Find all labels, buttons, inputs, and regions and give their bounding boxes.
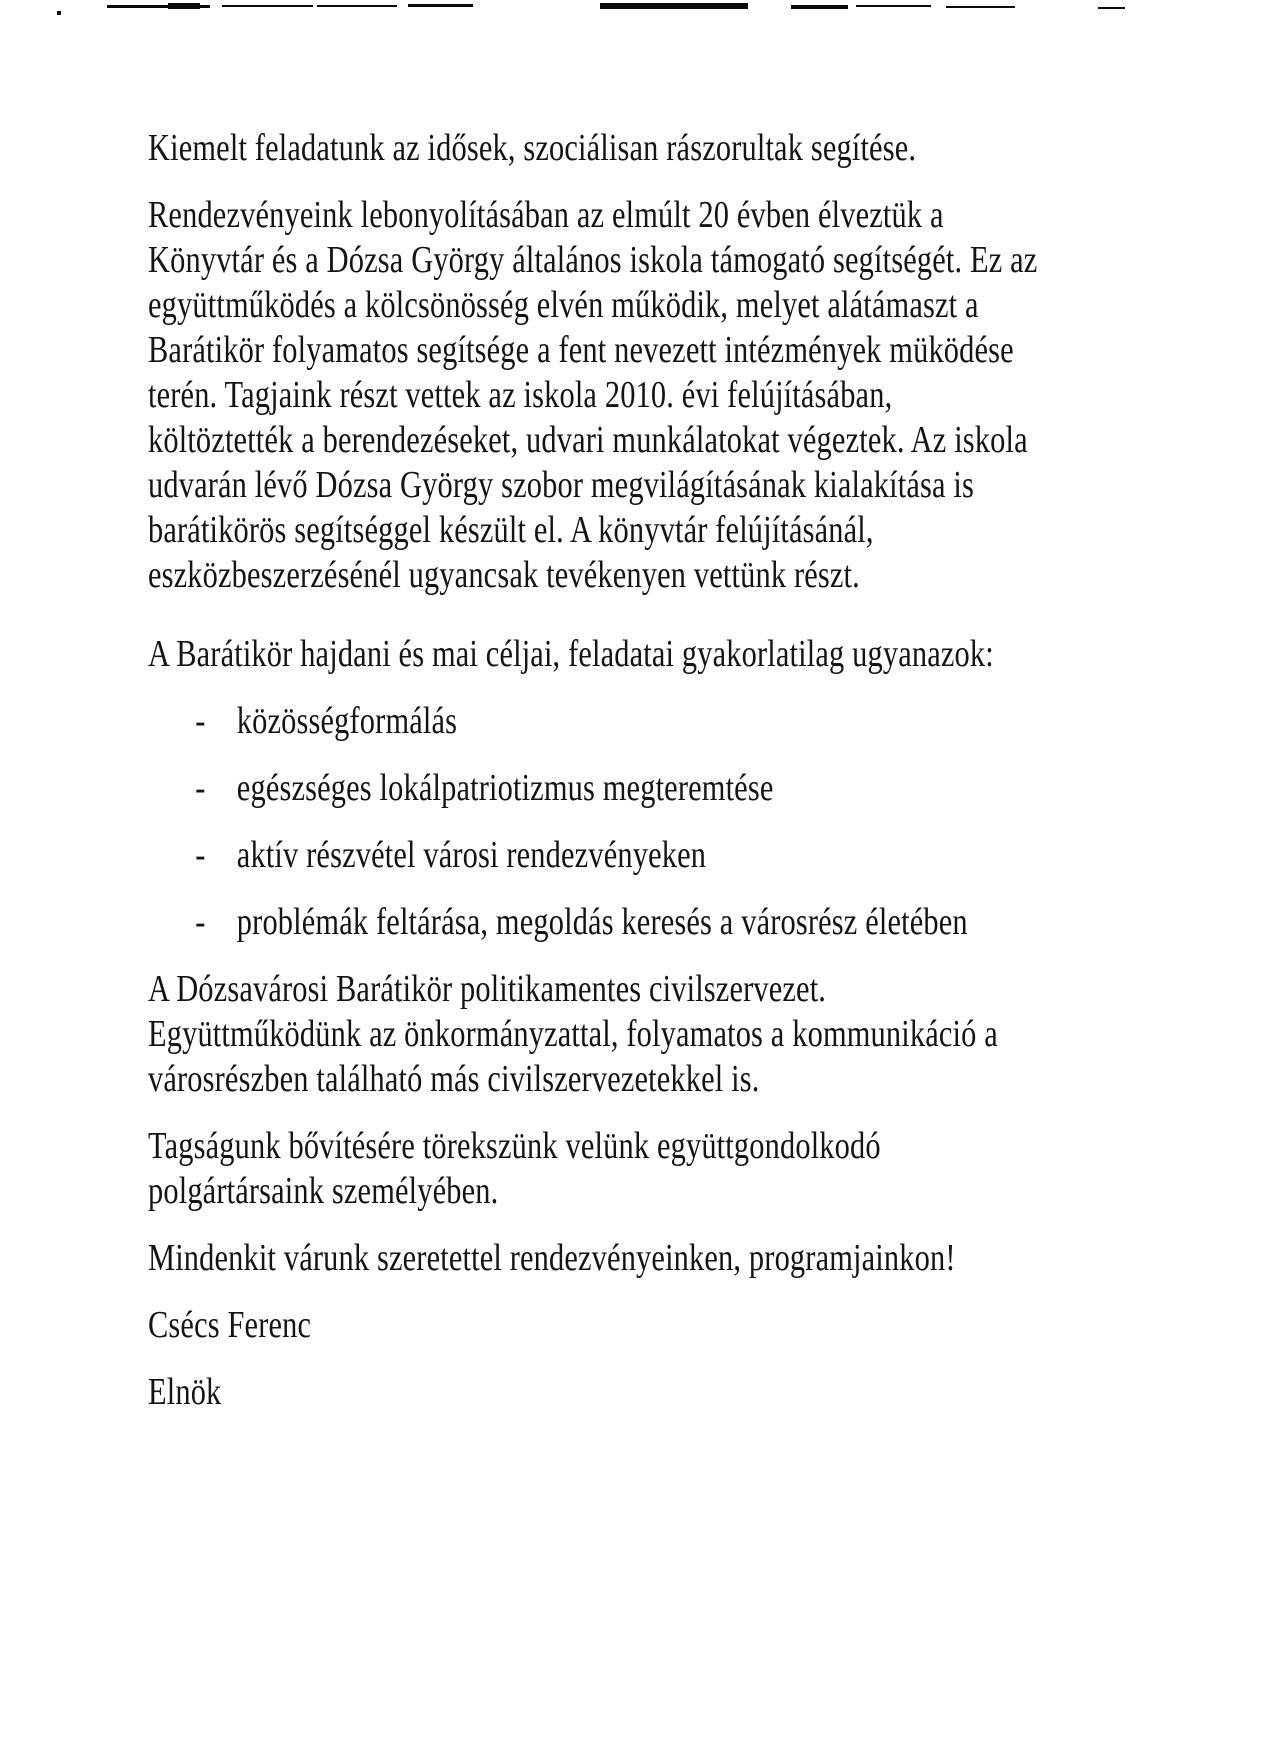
text-line: Együttműködünk az önkormányzattal, folyamatos a kommunikáció a	[148, 1013, 998, 1055]
text-line: Elnök	[148, 1371, 222, 1413]
scan-artifact-dash	[856, 5, 931, 7]
signature-name	[148, 1303, 1148, 1348]
text-line: Kiemelt feladatunk az idősek, szociálisan rászorultak segítése.	[148, 127, 917, 169]
text-line: Tagságunk bővítésére törekszünk velünk együttgondolkodó	[148, 1125, 881, 1167]
bullet-dash: -	[195, 767, 206, 809]
text-line: Mindenkit várunk szeretettel rendezvényeinken, programjainkon!	[148, 1237, 956, 1279]
scan-artifact-dash	[600, 3, 748, 9]
closing-invitation	[148, 1236, 1148, 1281]
text-line: Könyvtár és a Dózsa György általános iskola támogató segítségét. Ez az	[148, 239, 1038, 281]
scan-artifact-dash	[1098, 7, 1125, 9]
civil-organization-paragraph	[148, 967, 1148, 1102]
text-line: A Dózsavárosi Barátikör politikamentes civilszervezet.	[148, 968, 827, 1010]
text-line: Rendezvényeink lebonyolításában az elmúlt 20 évben élveztük a	[148, 194, 944, 236]
bullet-text: aktív részvétel városi rendezvényeken	[236, 834, 707, 876]
scan-artifact-dash	[791, 5, 848, 9]
signature-title	[148, 1370, 1148, 1415]
scan-artifact-dash	[168, 3, 200, 9]
bullet-text: közösségformálás	[236, 700, 458, 742]
text-line: udvarán lévő Dózsa György szobor megvilágításának kialakítása is	[148, 464, 975, 506]
activities-paragraph	[148, 193, 1148, 598]
goals-list-item	[148, 766, 1148, 811]
text-line: terén. Tagjaink részt vettek az iskola 2010. évi felújításában,	[148, 374, 893, 416]
intro-sentence	[148, 126, 1148, 171]
goals-list-item	[148, 699, 1148, 744]
text-line: városrészben található más civilszervezetekkel is.	[148, 1058, 760, 1100]
bullet-text: egészséges lokálpatriotizmus megteremtése	[236, 767, 774, 809]
bullet-dash: -	[195, 834, 206, 876]
text-line: együttműködés a kölcsönösség elvén működik, melyet alátámaszt a	[148, 284, 979, 326]
text-line: barátikörös segítséggel készült el. A könyvtár felújításánál,	[148, 509, 874, 551]
scan-artifact-dot	[57, 11, 61, 15]
bullet-dash: -	[195, 700, 206, 742]
text-line: polgártársaink személyében.	[148, 1170, 499, 1212]
text-line: Csécs Ferenc	[148, 1304, 312, 1346]
text-line: költöztették a berendezéseket, udvari munkálatokat végeztek. Az iskola	[148, 419, 1028, 461]
scan-artifact-dash	[408, 4, 473, 7]
bullet-dash: -	[195, 901, 206, 943]
goals-list-item	[148, 833, 1148, 878]
scan-artifact-dash	[317, 5, 397, 7]
text-line: Barátikör folyamatos segítsége a fent nevezett intézmények müködése	[148, 329, 1014, 371]
bullet-text: problémák feltárása, megoldás keresés a városrész életében	[236, 901, 968, 943]
membership-paragraph	[148, 1124, 1148, 1214]
goals-intro	[148, 632, 1148, 677]
scan-artifact-dash	[946, 6, 1015, 8]
scan-artifact-dash	[222, 5, 313, 7]
text-line: eszközbeszerzésénél ugyancsak tevékenyen vettünk részt.	[148, 554, 860, 596]
document-text	[148, 126, 1148, 1437]
text-line: A Barátikör hajdani és mai céljai, feladatai gyakorlatilag ugyanazok:	[148, 633, 994, 675]
goals-list-item	[148, 900, 1148, 945]
